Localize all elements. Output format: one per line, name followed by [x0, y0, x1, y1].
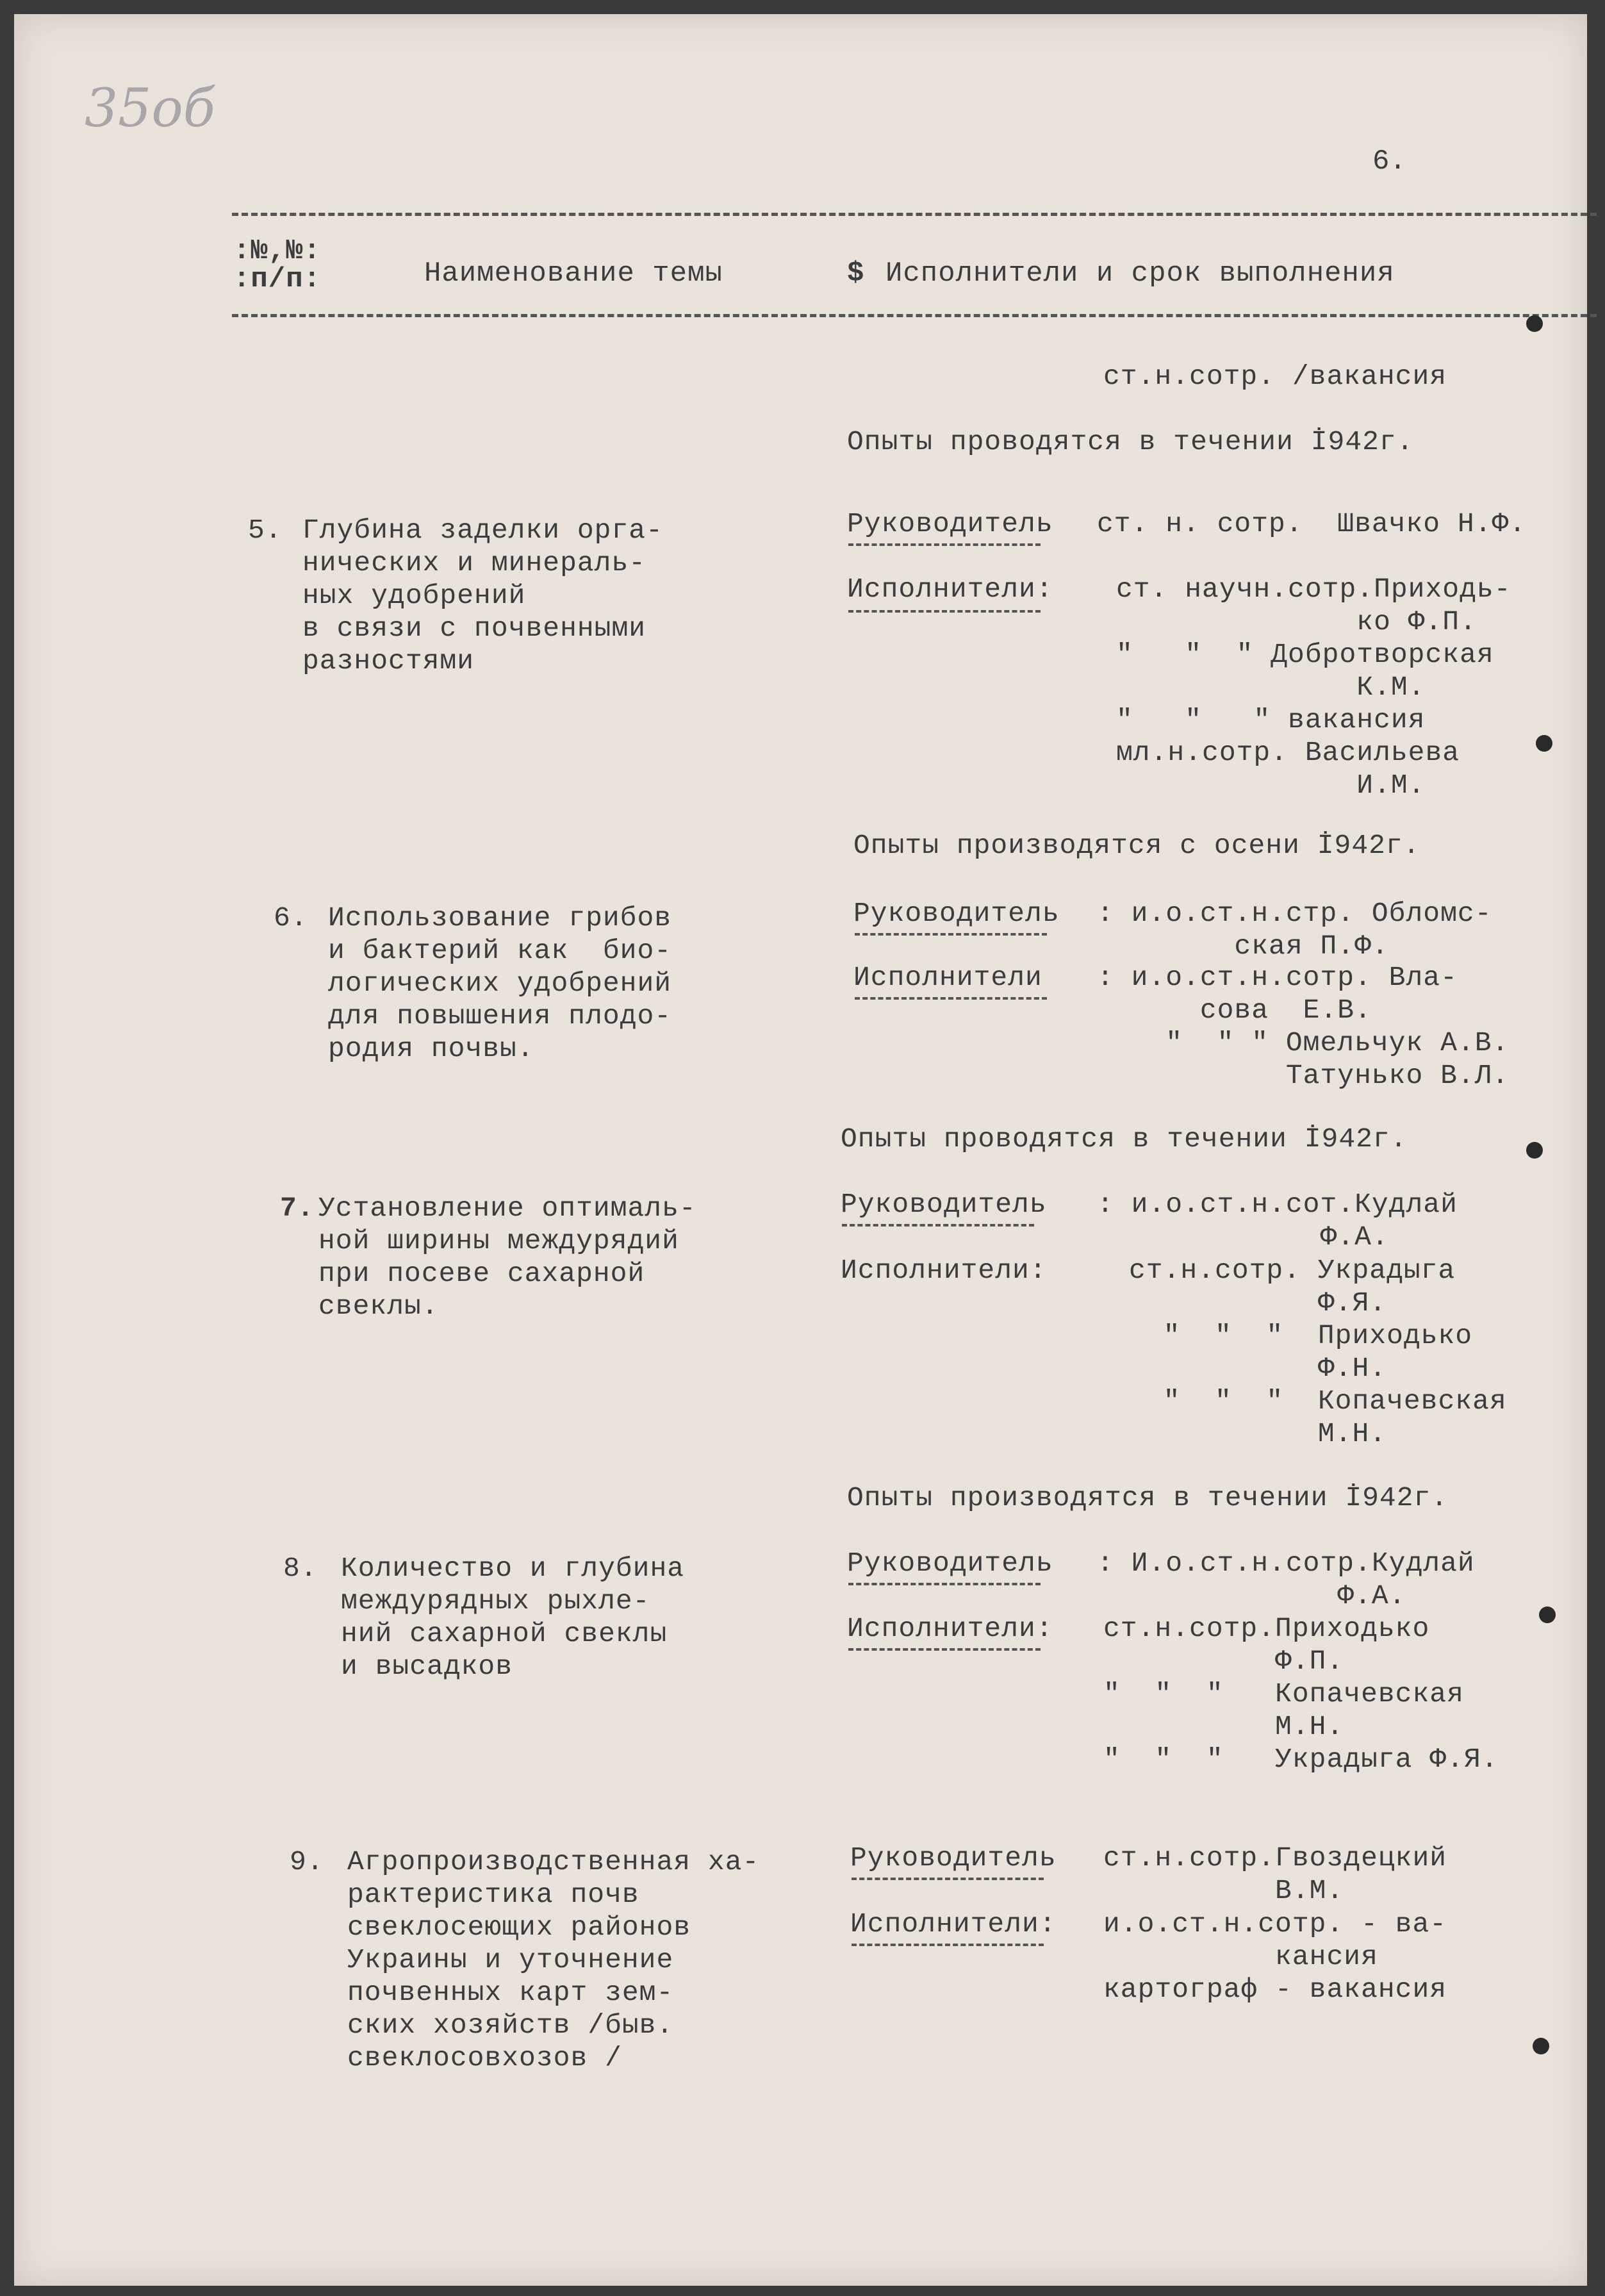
item-number: 6.	[274, 902, 308, 934]
executors-label-underline	[848, 1648, 1041, 1651]
header-title-column: Наименование темы	[424, 258, 723, 290]
executors-label: Исполнители:	[847, 574, 1053, 605]
carryover-line: ст.н.сотр. /вакансия	[1103, 361, 1447, 392]
schedule-note: Опыты проводятся в течении İ942г.	[841, 1123, 1408, 1155]
leader-label-underline	[848, 1583, 1041, 1585]
executors-list: : и.о.ст.н.сотр. Вла- сова Е.В. " " " Омельчук А.В. Татунько В.Л.	[1097, 962, 1510, 1091]
executors-label: Исполнители	[853, 962, 1042, 993]
item-title: Использование грибов и бактерий как био- логических удобрений для повышения плодо- родия почвы.	[328, 902, 672, 1064]
item-number: 5.	[248, 515, 283, 546]
leader-label-underline	[852, 1878, 1044, 1880]
page-number: 6.	[1372, 145, 1406, 178]
leader-label: Руководитель	[841, 1189, 1047, 1220]
header-column-separator: $	[847, 258, 865, 290]
executors-label: Исполнители:	[850, 1908, 1057, 1940]
item-title: Глубина заделки орга- нических и минераль- ных удобрений в связи с почвенными разностями	[302, 515, 663, 677]
leader-label: Руководитель	[850, 1842, 1057, 1874]
executors-label: Исполнители:	[847, 1613, 1053, 1644]
executors-list: ст.н.сотр. Украдыга Ф.Я. " " " Приходько Ф.Н. " " " Копачевская М.Н.	[1129, 1255, 1507, 1449]
punch-hole-mark	[1533, 2038, 1549, 2054]
header-top-rule	[232, 213, 1597, 216]
leader-name: : и.о.ст.н.сот.Кудлай Ф.А.	[1097, 1189, 1458, 1253]
leader-name: : и.о.ст.н.стр. Обломс- ская П.Ф.	[1097, 898, 1492, 962]
leader-name: ст. н. сотр. Швачко Н.Ф.	[1097, 508, 1527, 540]
item-number: 9.	[290, 1846, 324, 1878]
leader-label-underline	[855, 933, 1047, 936]
leader-label-underline	[842, 1224, 1034, 1226]
punch-hole-mark	[1536, 735, 1552, 752]
executors-label-underline	[848, 610, 1041, 613]
header-executors-column: Исполнители и срок выполнения	[885, 258, 1395, 290]
leader-name: ст.н.сотр.Гвоздецкий В.М.	[1103, 1842, 1447, 1906]
executors-label-underline	[855, 997, 1047, 1000]
schedule-note: Опыты производятся в течении İ942г.	[847, 1482, 1449, 1514]
executors-list: ст.н.сотр.Приходько Ф.П. " " " Копачевская М.Н. " " " Украдыга Ф.Я.	[1103, 1613, 1499, 1775]
leader-label: Руководитель	[847, 1548, 1053, 1579]
item-title: Количество и глубина междурядных рыхле- ний сахарной свеклы и высадков	[341, 1553, 685, 1682]
header-number-column: :№,№: :п/п:	[233, 235, 322, 295]
executors-list: и.о.ст.н.сотр. - ва- кансия картограф - вакансия	[1103, 1908, 1447, 2005]
executors-label-underline	[852, 1944, 1044, 1946]
document-sheet	[14, 14, 1587, 2286]
executors-list: ст. научн.сотр.Приходь- ко Ф.П. " " " Добротворская К.М. " " " вакансия мл.н.сотр. Васильева И.М.	[1116, 574, 1511, 801]
item-title: Установление оптималь- ной ширины междурядий при посеве сахарной свеклы.	[318, 1193, 696, 1322]
item-number: 7.	[280, 1193, 315, 1224]
schedule-note: Опыты производятся с осени İ942г.	[853, 830, 1420, 861]
leader-name: : И.о.ст.н.сотр.Кудлай Ф.А.	[1097, 1548, 1475, 1612]
punch-hole-mark	[1526, 1142, 1543, 1159]
punch-hole-mark	[1539, 1606, 1556, 1623]
item-number: 8.	[283, 1553, 318, 1584]
executors-label: Исполнители:	[841, 1255, 1047, 1286]
header-bottom-rule	[232, 314, 1597, 317]
punch-hole-mark	[1526, 315, 1543, 332]
leader-label: Руководитель	[853, 898, 1060, 929]
leader-label-underline	[848, 543, 1041, 546]
leader-label: Руководитель	[847, 508, 1053, 540]
item-title: Агропроизводственная ха- рактеристика почв свеклосеющих районов Украины и уточнение почвенных карт зем- ских хозяйств /быв. свеклосовхозов /	[347, 1846, 760, 2074]
schedule-note: Опыты проводятся в течении İ942г.	[847, 426, 1414, 458]
margin-note: 35об	[85, 78, 215, 139]
